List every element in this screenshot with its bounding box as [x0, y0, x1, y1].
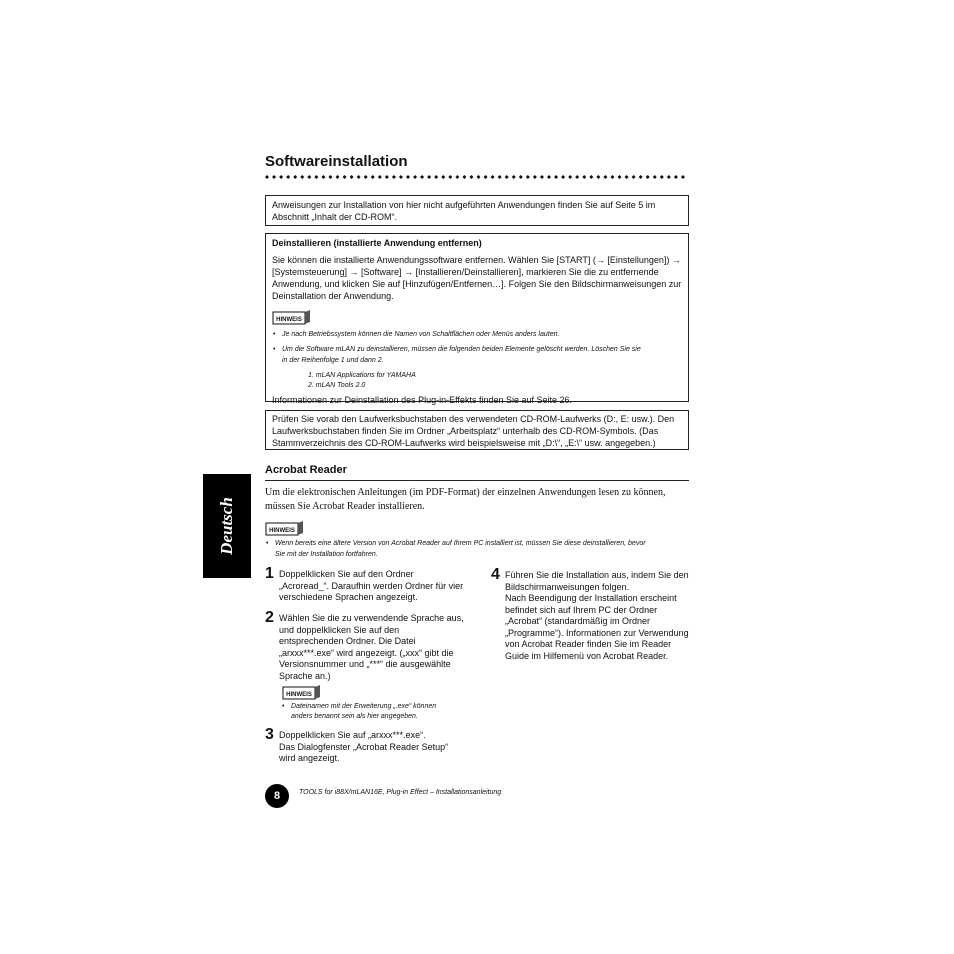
- rule-dot: [498, 175, 502, 179]
- rule-dot: [307, 175, 311, 179]
- footer-text: TOOLS for i88X/mLAN16E, Plug-in Effect – Installationsanleitung: [299, 789, 502, 796]
- rule-dot: [413, 175, 417, 179]
- rule-dot: [371, 175, 375, 179]
- note-item: • Um die Software mLAN zu deinstallieren, müssen die folgenden beiden Elemente gelöscht werden. Löschen Sie sie in der Reihenfolge 1 und dann 2.: [272, 344, 682, 366]
- info-line: Abschnitt „Inhalt der CD-ROM“.: [272, 212, 398, 222]
- rule-dot: [420, 175, 424, 179]
- language-tab: Deutsch: [203, 474, 251, 578]
- rule-dot: [448, 175, 452, 179]
- rule-dot: [343, 175, 347, 179]
- rule-dot: [392, 175, 396, 179]
- rule-dot: [589, 175, 593, 179]
- rule-dot: [300, 175, 304, 179]
- rule-dot: [596, 175, 600, 179]
- rule-dot: [378, 175, 382, 179]
- hinweis-icon: [282, 685, 322, 701]
- rule-dot: [660, 175, 664, 179]
- rule-dot: [505, 175, 509, 179]
- rule-dot: [399, 175, 403, 179]
- rule-dot: [484, 175, 488, 179]
- uninstall-line: Sie können die installierte Anwendungssoftware entfernen. Wählen Sie [START] (→ [Einstellungen]) →: [272, 255, 681, 265]
- rule-dot: [639, 175, 643, 179]
- dotted-rule: [265, 172, 689, 182]
- rule-dot: [568, 175, 572, 179]
- rule-dot: [265, 175, 269, 179]
- info-line: Anweisungen zur Installation von hier nicht aufgeführten Anwendungen finden Sie auf Seite 5 im: [272, 200, 656, 210]
- rule-dot: [286, 175, 290, 179]
- sub-item: 2. mLAN Tools 2.0: [308, 382, 366, 389]
- rule-dot: [533, 175, 537, 179]
- acrobat-heading: Acrobat Reader: [265, 464, 347, 476]
- rule-dot: [618, 175, 622, 179]
- rule-dot: [350, 175, 354, 179]
- rule-dot: [540, 175, 544, 179]
- svg-text:HINWEIS: HINWEIS: [269, 528, 295, 534]
- uninstall-footer: Informationen zur Deinstallation des Plug-in-Effekts finden Sie auf Seite 26.: [272, 395, 573, 405]
- step-2-note: • Dateinamen mit der Erweiterung „.exe“ können anders benannt sein als hier angegeben.: [281, 702, 481, 722]
- rule-dot: [328, 175, 332, 179]
- rule-dot: [427, 175, 431, 179]
- hinweis-icon: [272, 310, 312, 326]
- step-2: 2 Wählen Sie die zu verwendende Sprache aus, und doppelklicken Sie auf den entsprechenden Ordner. Die Datei „arxxx***.exe“ wird angezeigt. („xxx“ gibt die Versionsnummer und „***“ die ausgewählte Sprache an.): [265, 609, 464, 681]
- uninstall-box: [265, 233, 689, 405]
- rule-dot: [526, 175, 530, 179]
- page-number: 8: [265, 784, 289, 808]
- rule-dot: [469, 175, 473, 179]
- rule-dot: [674, 175, 678, 179]
- rule-dot: [272, 175, 276, 179]
- rule-dot: [357, 175, 361, 179]
- rule-dot: [385, 175, 389, 179]
- rule-dot: [491, 175, 495, 179]
- rule-dot: [547, 175, 551, 179]
- rule-dot: [625, 175, 629, 179]
- rule-dot: [441, 175, 445, 179]
- rule-dot: [610, 175, 614, 179]
- sub-item: 1. mLAN Applications for YAMAHA: [308, 372, 416, 379]
- svg-text:HINWEIS: HINWEIS: [286, 692, 312, 698]
- rule-dot: [406, 175, 410, 179]
- rule-dot: [279, 175, 283, 179]
- note-item: • Je nach Betriebssystem können die Namen von Schaltflächen oder Menüs anders lauten.: [272, 329, 682, 340]
- hinweis-icon: [265, 521, 305, 537]
- acrobat-rule: [265, 480, 689, 481]
- svg-text:HINWEIS: HINWEIS: [276, 317, 302, 323]
- uninstall-line: Anwendung, und klicken Sie auf [Hinzufügen/Entfernen…]. Folgen Sie den Bildschirmanweisungen zur: [272, 279, 682, 289]
- rule-dot: [653, 175, 657, 179]
- rule-dot: [561, 175, 565, 179]
- drive-line: Laufwerksbuchstaben finden Sie im Ordner „Arbeitsplatz“ unterhalb des CD-ROM-Symbols. (Das: [272, 426, 659, 436]
- acrobat-note: • Wenn bereits eine ältere Version von Acrobat Reader auf Ihrem PC installiert ist, müssen Sie diese deinstallieren, bevor Sie mit der Installation fortfahren.: [265, 538, 695, 560]
- rule-dot: [477, 175, 481, 179]
- rule-dot: [293, 175, 297, 179]
- rule-dot: [646, 175, 650, 179]
- uninstall-line: [Systemsteuerung] → [Software] → [Installieren/Deinstallieren], markieren Sie die zu entfernende: [272, 267, 659, 277]
- rule-dot: [554, 175, 558, 179]
- info-box-cdrom: [265, 195, 689, 226]
- drive-letter-box: [265, 410, 689, 450]
- uninstall-title: Deinstallieren (installierte Anwendung entfernen): [272, 238, 482, 248]
- rule-dot: [321, 175, 325, 179]
- rule-dot: [462, 175, 466, 179]
- step-4: 4 Führen Sie die Installation aus, indem Sie den Bildschirmanweisungen folgen. Nach Beendigung der Installation erscheint befindet sich auf Ihrem PC der Ordner „Acrobat“ (standardmäßig im Ordner „Programme“). Informationen zur Verwendung von Acrobat Reader finden Sie im Reader Guide im Hilfemenü von Acrobat Reader.: [491, 566, 689, 661]
- rule-dot: [519, 175, 523, 179]
- step-3: 3 Doppelklicken Sie auf „arxxx***.exe“. Das Dialogfenster „Acrobat Reader Setup“ wird angezeigt.: [265, 726, 449, 763]
- rule-dot: [455, 175, 459, 179]
- drive-line: Stammverzeichnis des CD-ROM-Laufwerks wird beispielsweise mit „D:\“, „E:\“ usw. angegeben.): [272, 438, 656, 448]
- rule-dot: [512, 175, 516, 179]
- uninstall-line: Deinstallation der Anwendung.: [272, 291, 394, 301]
- rule-dot: [336, 175, 340, 179]
- rule-dot: [575, 175, 579, 179]
- rule-dot: [582, 175, 586, 179]
- drive-line: Prüfen Sie vorab den Laufwerksbuchstaben des verwendeten CD-ROM-Laufwerks (D:, E: usw.). Den: [272, 414, 675, 424]
- rule-dot: [314, 175, 318, 179]
- section-heading: Softwareinstallation: [265, 153, 408, 170]
- rule-dot: [632, 175, 636, 179]
- rule-dot: [434, 175, 438, 179]
- acrobat-intro: Um die elektronischen Anleitungen (im PDF-Format) der einzelnen Anwendungen lesen zu können, müssen Sie Acrobat Reader installieren.: [265, 487, 666, 512]
- rule-dot: [667, 175, 671, 179]
- rule-dot: [681, 175, 685, 179]
- rule-dot: [364, 175, 368, 179]
- rule-dot: [603, 175, 607, 179]
- step-1: 1 Doppelklicken Sie auf den Ordner „Acroread_“. Daraufhin werden Ordner für vier verschiedene Sprachen angezeigt.: [265, 565, 464, 602]
